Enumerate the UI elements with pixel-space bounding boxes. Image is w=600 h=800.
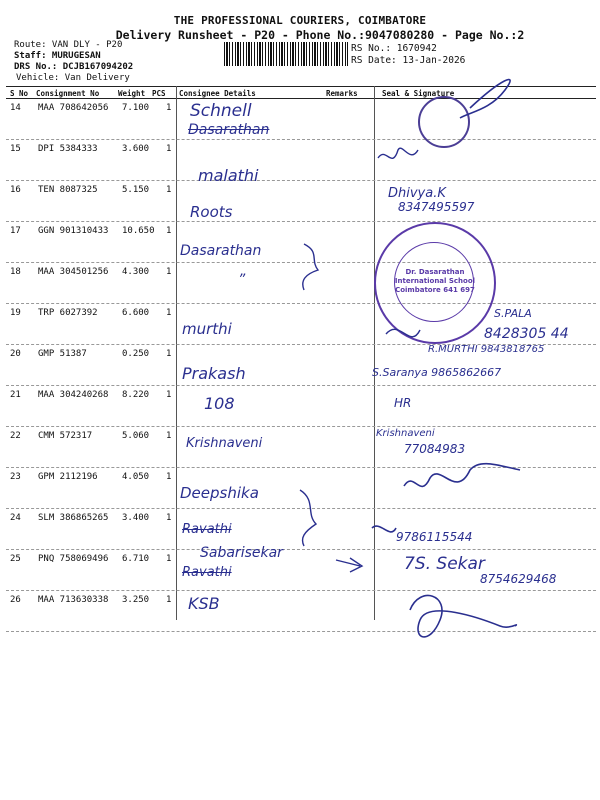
signature-stroke-5 [372,526,396,532]
row-sno: 14 [10,103,21,113]
hw-ditto: ” [238,272,246,288]
row-consignment: CMM 572317 [38,431,93,441]
sig-hr: HR [394,396,412,410]
hw-sabarisekar: Sabarisekar [200,545,283,561]
row-sno: 19 [10,308,21,318]
route-label: Route: VAN DLY - P20 [14,40,123,50]
sig-dhivya-phone: 8347495597 [398,200,475,214]
sig-rmurthi: R.MURTHI 9843818765 [428,344,545,355]
row-weight: 4.050 [122,472,150,482]
row-sno: 23 [10,472,21,482]
staff-label: Staff: MURUGESAN [14,51,101,61]
row-pcs: 1 [166,349,172,359]
sig-krishnaveni: Krishnaveni [376,428,435,439]
hw-malathi: malathi [198,166,259,185]
sig-sekar: 7S. Sekar [404,554,485,574]
row-consignment: MAA 708642056 [38,103,109,113]
col-weight: Weight [118,89,146,98]
hw-schnell: Schnell [190,101,252,121]
vehicle-label: Vehicle: Van Delivery [16,73,130,83]
row-weight: 0.250 [122,349,150,359]
hw-ravathi-struck: Ravathi [182,522,232,537]
row-sno: 21 [10,390,21,400]
row-sno: 16 [10,185,21,195]
col-remarks: Remarks [326,89,358,98]
signature-stroke-3 [386,329,420,336]
row-pcs: 1 [166,595,172,605]
drs-label: DRS No.: DCJB167094202 [14,62,134,72]
hw-dasarathan: Dasarathan [180,243,262,259]
hw-108: 108 [204,394,235,413]
row-pcs: 1 [166,103,172,113]
hw-krishnaveni: Krishnaveni [186,436,263,451]
row-weight: 3.600 [122,144,150,154]
arrow-stroke [336,558,362,572]
hw-dasarathan-struck: Dasarathan [188,122,270,138]
signature-stroke-6 [410,596,516,637]
company-title: THE PROFESSIONAL COURIERS, COIMBATORE [173,14,427,27]
row-consignment: MAA 304501256 [38,267,109,277]
row-weight: 8.220 [122,390,150,400]
row-sno: 26 [10,595,21,605]
row-sno: 25 [10,554,21,564]
row-consignment: GPM 2112196 [38,472,98,482]
row-consignment: MAA 304240268 [38,390,109,400]
row-sno: 15 [10,144,21,154]
row-pcs: 1 [166,472,172,482]
row-pcs: 1 [166,431,172,441]
col-consignee: Consignee Details [179,89,256,98]
row-consignment: GMP 51387 [38,349,87,359]
row-pcs: 1 [166,554,172,564]
row-sno: 20 [10,349,21,359]
runsheet-title: Delivery Runsheet - P20 - Phone No.:9047080280 - Page No.:2 [115,28,525,42]
hw-ksb: KSB [188,594,220,613]
row-pcs: 1 [166,144,172,154]
col-pcs: PCS [152,89,166,98]
row-pcs: 1 [166,267,172,277]
sig-krishnaveni-phone: 77084983 [404,442,466,456]
row-sno: 17 [10,226,21,236]
row-weight: 5.150 [122,185,150,195]
row-sno: 22 [10,431,21,441]
row-consignment: MAA 713630338 [38,595,109,605]
sig-spala: S.PALA [494,307,532,320]
row-pcs: 1 [166,390,172,400]
row-sno: 18 [10,267,21,277]
row-weight: 6.600 [122,308,150,318]
sig-dhivya: Dhivya.K [388,186,446,201]
row-pcs: 1 [166,308,172,318]
row-pcs: 1 [166,513,172,523]
hw-roots: Roots [190,203,233,221]
hw-prakash: Prakash [182,364,246,383]
row-weight: 5.060 [122,431,150,441]
signature-stroke-4 [404,464,520,487]
signature-stroke-1 [460,80,510,118]
sig-sabari-phone: 9786115544 [396,530,473,544]
row-consignment: GGN 901310433 [38,226,109,236]
hw-ravathi-struck-2: Ravathi [182,565,232,580]
row-consignment: DPI 5384333 [38,144,98,154]
rs-number: RS No.: 1670942 [351,43,437,54]
row-weight: 10.650 [122,226,155,236]
signature-stroke-2 [378,148,418,158]
brace-stroke-1 [303,244,318,290]
row-weight: 3.250 [122,595,150,605]
brace-stroke-2 [300,490,316,546]
col-sno: S No [10,89,29,98]
sig-spala-phone: 8428305 44 [484,326,569,342]
row-weight: 4.300 [122,267,150,277]
school-stamp-text: Dr. Dasarathan International School Coimbatore 641 697 [394,268,476,294]
col-consignment: Consignment No [36,89,100,98]
hw-deepshikha: Deepshika [180,484,259,502]
row-pcs: 1 [166,185,172,195]
row-consignment: TRP 6027392 [38,308,98,318]
sig-sekar-phone: 8754629468 [480,572,557,586]
row-weight: 7.100 [122,103,150,113]
row-weight: 3.400 [122,513,150,523]
row-consignment: SLM 386865265 [38,513,109,523]
row-consignment: TEN 8087325 [38,185,98,195]
row-pcs: 1 [166,226,172,236]
row-consignment: PNQ 758069496 [38,554,109,564]
row-sno: 24 [10,513,21,523]
row-weight: 6.710 [122,554,150,564]
sig-saranya: S.Saranya 9865862667 [372,366,502,379]
rs-date: RS Date: 13-Jan-2026 [351,55,466,66]
col-seal: Seal & Signature [382,89,455,98]
hw-murthi: murthi [182,320,232,338]
